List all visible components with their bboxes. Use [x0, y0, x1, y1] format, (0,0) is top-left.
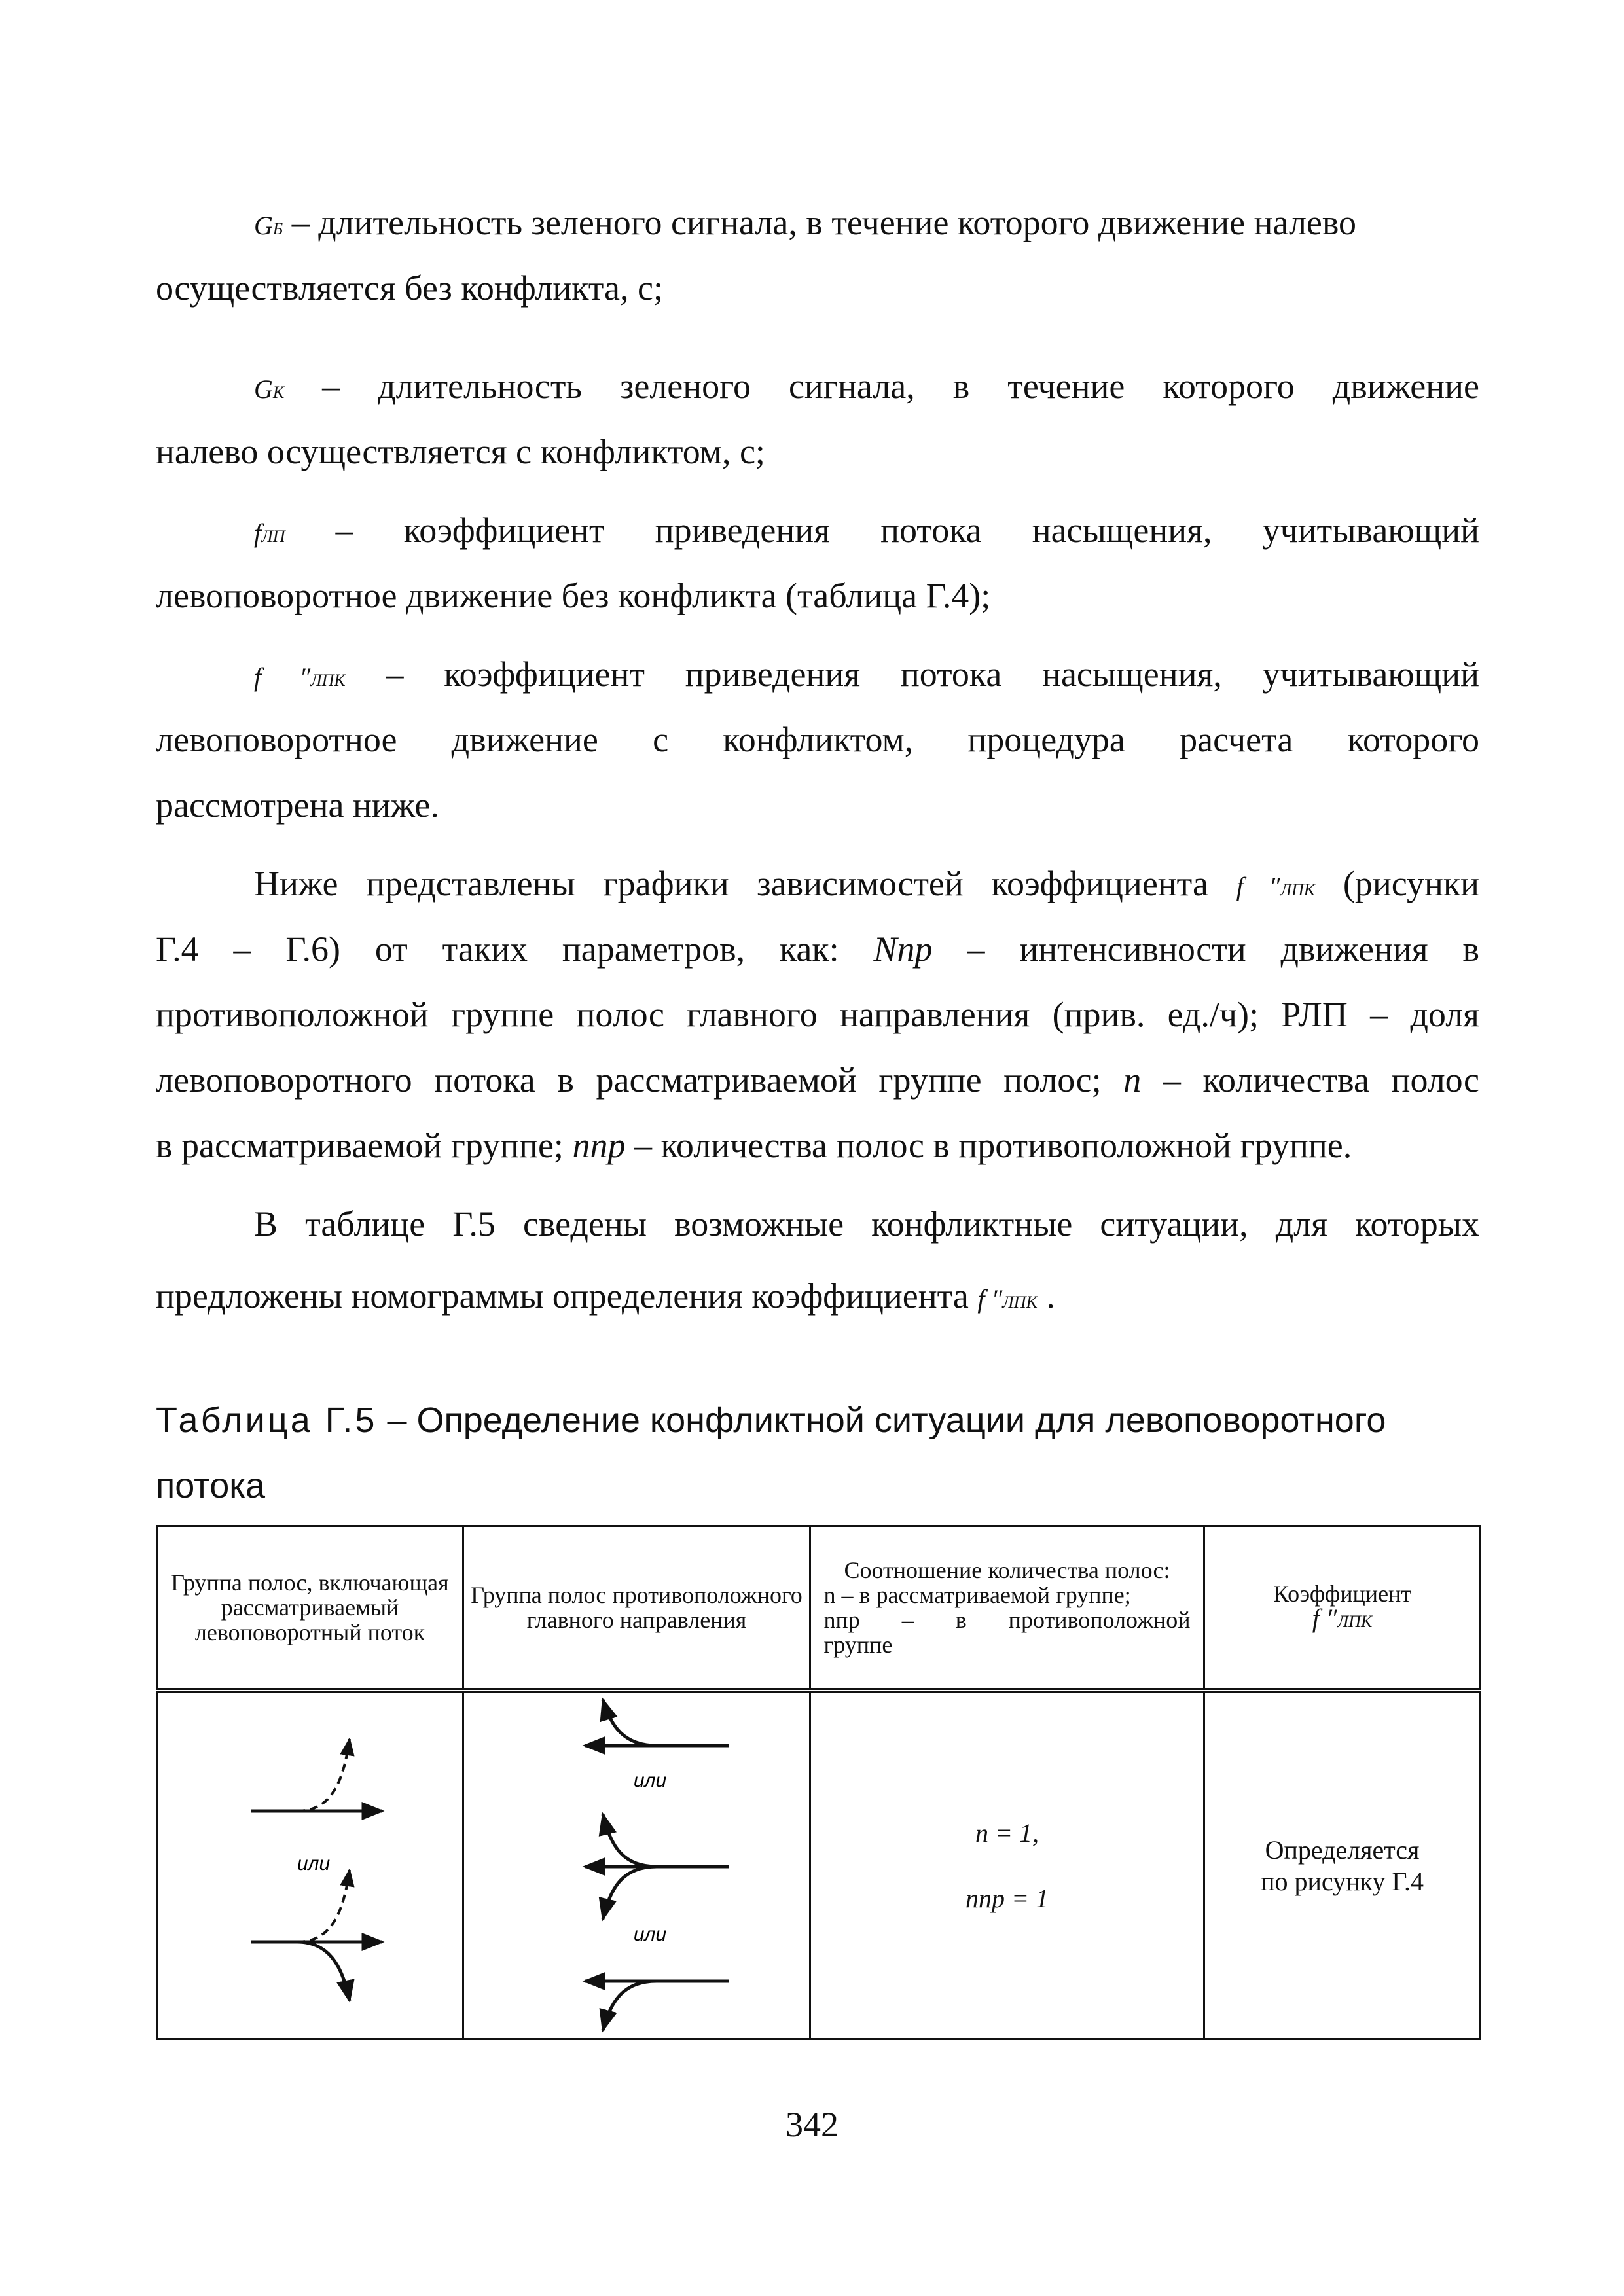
- table-row: [157, 1691, 1481, 2039]
- header-cell-ratio: Соотношение количества полос: n – в рассматриваемой группе; nпр – в противоположной группе: [810, 1526, 1204, 1691]
- definition-g-k: [156, 353, 1479, 425]
- ratio-cell: [810, 1691, 1204, 2039]
- coefficient-cell: Определяется по рисунку Г.4: [1204, 1691, 1481, 2039]
- left-turn-group-cell: [157, 1691, 463, 2039]
- conflict-table: [156, 1525, 1481, 2040]
- definition-f-lpk-cont2: рассмотрена ниже.: [156, 785, 439, 825]
- symbol-sub: К: [272, 383, 285, 402]
- definition-f-lp-cont: левоповоротное движение без конфликта (таблица Г.4);: [156, 576, 991, 615]
- paragraph-2-line-1: В таблице Г.5 сведены возможные конфликтные ситуации, для которых: [254, 1204, 1479, 1244]
- symbol-f: f ″: [254, 662, 311, 692]
- definition-f-lpk-cont: левоповоротное движение с конфликтом, процедура расчета которого: [156, 720, 1479, 759]
- symbol-f: f: [254, 518, 262, 548]
- or-label: или: [297, 1853, 330, 1874]
- left-turn-dashed-arrow: [297, 1870, 350, 1942]
- symbol-f: f ″: [977, 1284, 1003, 1314]
- definition-text: – коэффициент приведения потока насыщения, учитывающий: [386, 655, 1479, 694]
- header-cell: Группа полос, включающая рассматриваемый левоповоротный поток: [157, 1526, 463, 1691]
- opposing-group-cell: [463, 1691, 810, 2039]
- opposing-diagram: [486, 1693, 787, 2034]
- left-turn-dashed-arrow: [297, 1739, 350, 1811]
- turn-arrow: [603, 1867, 657, 1919]
- definition-text: – длительность зеленого сигнала, в течение которого движение: [322, 367, 1479, 406]
- table-header-row: [157, 1526, 1481, 1691]
- paragraph-2-line-2: предложены номограммы определения коэффициента f ″ЛПК .: [156, 1276, 1055, 1316]
- symbol-sub: ЛП: [261, 527, 285, 546]
- right-turn-arrow: [297, 1942, 350, 2001]
- table-label: Таблица Г.5: [156, 1401, 378, 1440]
- symbol-n: n: [1123, 1060, 1142, 1100]
- definition-g-b-cont: осуществляется без конфликта, с;: [156, 268, 663, 308]
- turn-arrow: [603, 1700, 657, 1746]
- definition-text: – коэффициент приведения потока насыщения, учитывающий: [335, 511, 1480, 550]
- table-caption-text: – Определение конфликтной ситуации для левоповоротного: [387, 1401, 1386, 1440]
- definition-g-k-cont: налево осуществляется с конфликтом, с;: [156, 432, 765, 471]
- or-label: или: [633, 1770, 666, 1791]
- table-caption-cont: потока: [156, 1466, 266, 1505]
- paragraph-1-line-2: Г.4 – Г.6) от таких параметров, как: Nпр – интенсивности движения в: [156, 929, 1480, 969]
- n-equals: n = 1,: [975, 1818, 1039, 1848]
- definition-f-lp: [156, 497, 1479, 569]
- symbol-npr-small: nпр: [572, 1126, 626, 1165]
- page-number: 342: [785, 2105, 839, 2144]
- paragraph-1-line-5: в рассматриваемой группе; nпр – количества полос в противоположной группе.: [156, 1126, 1352, 1165]
- left-turn-diagram: [173, 1700, 448, 2027]
- symbol-sub: ЛПК: [1280, 880, 1316, 899]
- paragraph-1-line-4: левоповоротного потока в рассматриваемой группе полос; n – количества полос: [156, 1060, 1479, 1100]
- header-cell-coefficient: Коэффициент f ″ЛПК: [1204, 1526, 1481, 1691]
- symbol-f: f ″: [1236, 872, 1280, 901]
- symbol-sub: Б: [272, 219, 283, 238]
- symbol-g: G: [254, 374, 273, 404]
- paragraph-1-line-1: Ниже представлены графики зависимостей коэффициента f ″ЛПК (рисунки: [254, 864, 1480, 903]
- symbol-npr: Nпр: [873, 929, 933, 969]
- npr-equals: nпр = 1: [965, 1883, 1049, 1913]
- turn-arrow: [603, 1981, 657, 2030]
- symbol-g: G: [254, 211, 273, 240]
- definition-text: – длительность зеленого сигнала, в течение которого движение налево: [291, 203, 1356, 242]
- definition-f-lpk: [156, 641, 1479, 713]
- paragraph-1-line-3: противоположной группе полос главного направления (прив. ед./ч); РЛП – доля: [156, 995, 1479, 1034]
- turn-arrow: [603, 1814, 657, 1867]
- header-cell: Группа полос противоположного главного направления: [463, 1526, 810, 1691]
- symbol-sub: ЛПК: [310, 671, 346, 690]
- or-label: или: [633, 1924, 666, 1945]
- symbol-f: f ″: [1312, 1603, 1337, 1633]
- symbol-sub: ЛПК: [1002, 1293, 1038, 1312]
- symbol-sub: ЛПК: [1337, 1611, 1373, 1631]
- definition-g-b: [156, 190, 1479, 262]
- table-caption: [156, 1388, 1498, 1453]
